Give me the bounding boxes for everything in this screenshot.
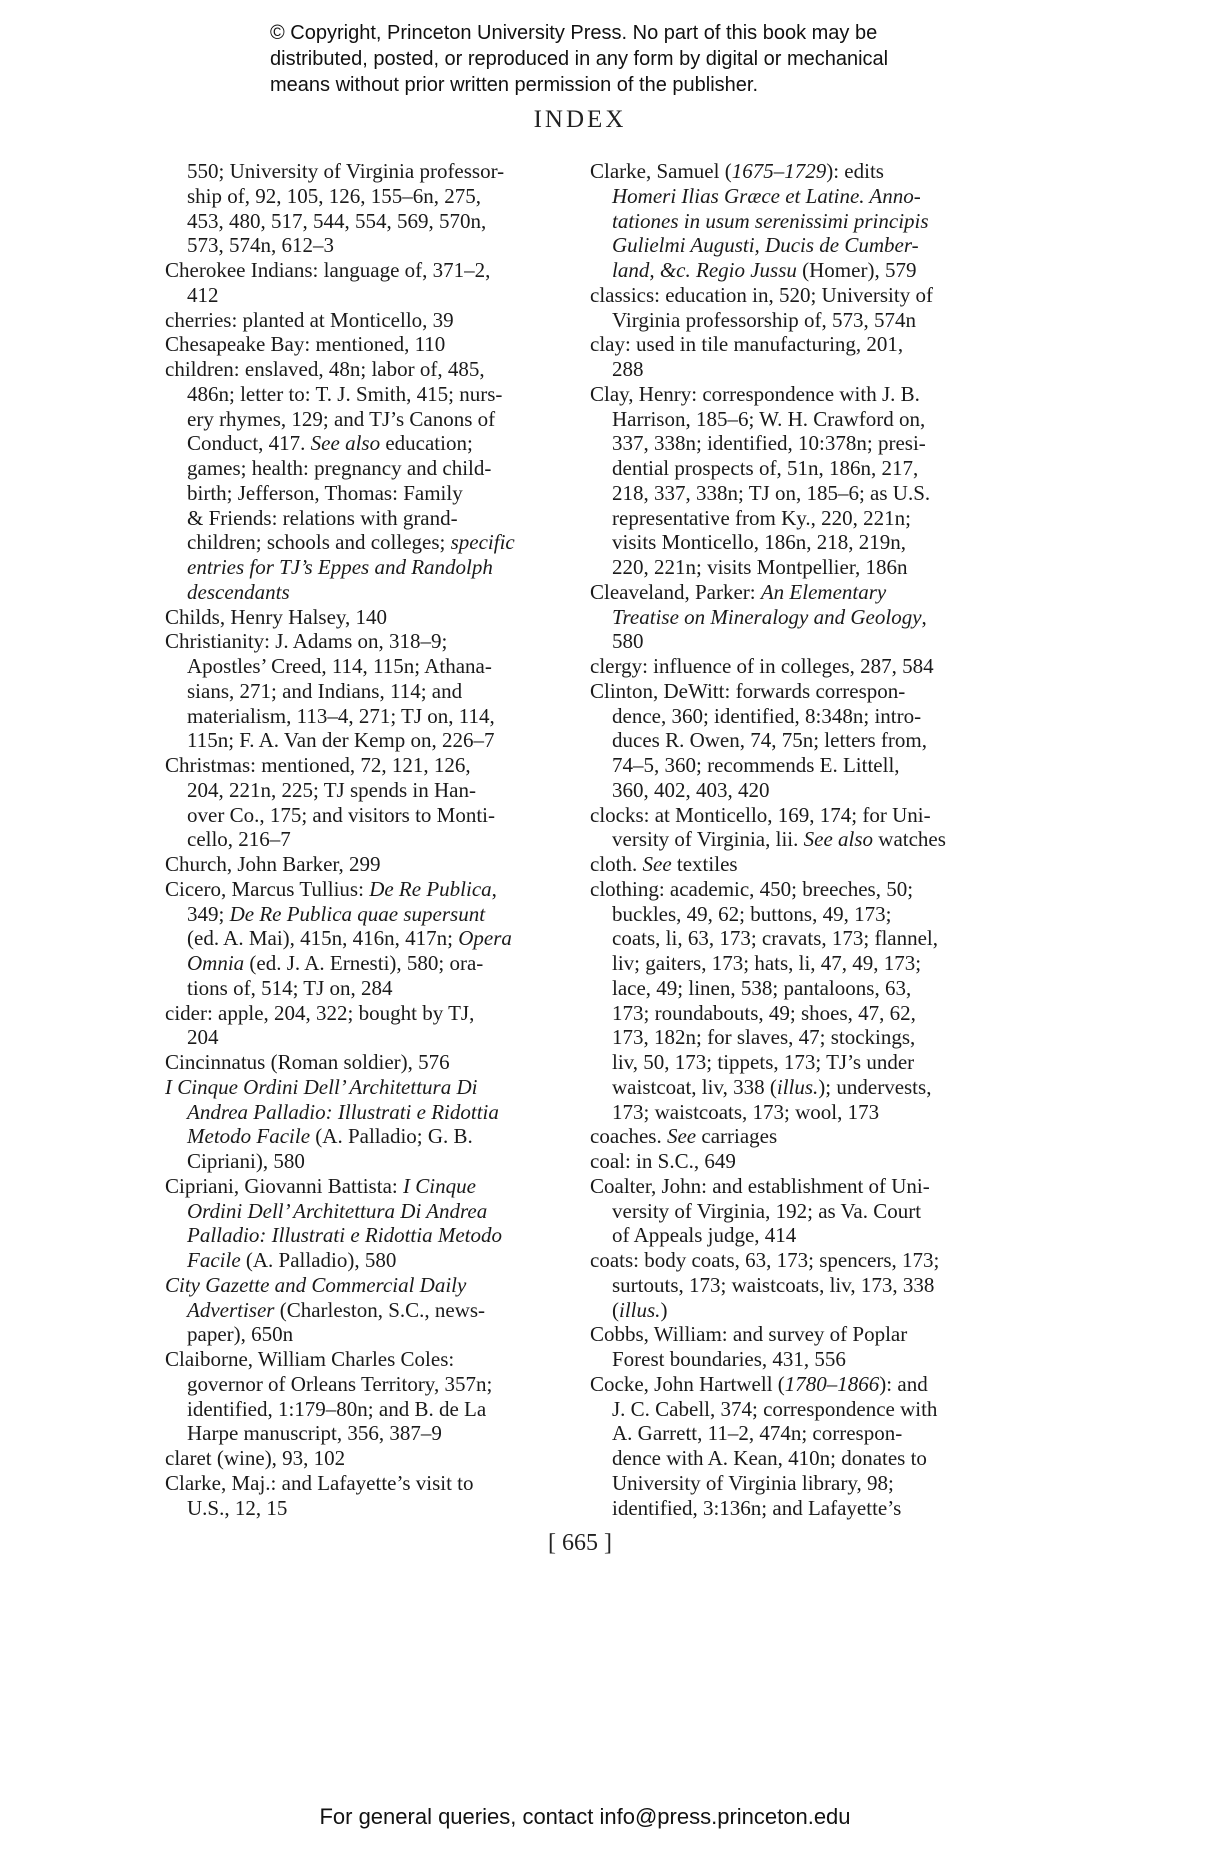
index-line: 74–5, 360; recommends E. Littell, [612, 753, 900, 777]
index-line: University of Virginia library, 98; [612, 1470, 894, 1495]
index-line: cloth. See textiles [590, 852, 738, 876]
index-line: claret (wine), 93, 102 [165, 1446, 346, 1470]
index-line: dence, 360; identified, 8:348n; intro- [612, 703, 922, 728]
index-line: Harpe manuscript, 356, 387–9 [187, 1421, 442, 1446]
index-line: coaches. See carriages [590, 1124, 778, 1149]
index-line: tationes in usum serenissimi principis [612, 208, 929, 233]
index-line: 115n; F. A. Van der Kemp on, 226–7 [187, 728, 495, 753]
index-line: Apostles’ Creed, 114, 115n; Athana- [187, 654, 492, 678]
index-line: I Cinque Ordini Dell’ Architettura Di [165, 1074, 478, 1099]
index-line: paper), 650n [187, 1322, 294, 1347]
index-line: clothing: academic, 450; breeches, 50; [590, 876, 914, 901]
index-line: Facile (A. Palladio), 580 [187, 1248, 397, 1272]
copyright-notice [270, 20, 990, 98]
index-line: land, &c. Regio Jussu (Homer), 579 [612, 258, 917, 282]
index-line: Homeri Ilias Græce et Latine. Anno- [612, 183, 921, 208]
index-line: A. Garrett, 11–2, 474n; correspon- [612, 1421, 903, 1446]
index-line: games; health: pregnancy and child- [187, 456, 492, 480]
index-line: Forest boundaries, 431, 556 [612, 1347, 846, 1371]
index-line: 173; waistcoats, 173; wool, 173 [612, 1099, 880, 1124]
index-line: buckles, 49, 62; buttons, 49, 173; [612, 901, 892, 926]
index-line: surtouts, 173; waistcoats, liv, 173, 338 [612, 1272, 935, 1297]
index-line: materialism, 113–4, 271; TJ on, 114, [187, 703, 495, 728]
index-line: Cocke, John Hartwell (1780–1866): and [590, 1371, 928, 1396]
index-line: Coalter, John: and establishment of Uni- [590, 1173, 930, 1198]
index-line: dence with A. Kean, 410n; donates to [612, 1446, 927, 1470]
copyright-line: © Copyright, Princeton University Press. No part of this book may be [270, 22, 878, 44]
index-line: identified, 3:136n; and Lafayette’s [612, 1495, 902, 1520]
index-line: Christmas: mentioned, 72, 121, 126, [165, 753, 471, 777]
index-line: visits Monticello, 186n, 218, 219n, [612, 530, 906, 555]
index-line: cello, 216–7 [187, 827, 291, 852]
footer-contact: For general queries, contact info@press.princeton.edu [319, 1804, 851, 1829]
index-line: coats, li, 63, 173; cravats, 173; flannel, [612, 926, 939, 951]
index-line: clergy: influence of in colleges, 287, 584 [590, 654, 934, 678]
index-line: duces R. Owen, 74, 75n; letters from, [612, 728, 927, 753]
index-line: Harrison, 185–6; W. H. Crawford on, [612, 406, 926, 431]
index-line: Gulielmi Augusti, Ducis de Cumber- [612, 233, 919, 258]
index-line: children; schools and colleges; specific [187, 530, 515, 555]
index-line: governor of Orleans Territory, 357n; [187, 1371, 493, 1396]
index-line: entries for TJ’s Eppes and Randolph [187, 555, 493, 579]
index-line: J. C. Cabell, 374; correspondence with [612, 1396, 938, 1421]
index-line: clay: used in tile manufacturing, 201, [590, 332, 904, 357]
index-column-left [165, 159, 565, 1520]
index-line: Palladio: Illustrati e Ridottia Metodo [187, 1223, 502, 1248]
index-line: ery rhymes, 129; and TJ’s Canons of [187, 406, 496, 431]
index-line: 349; De Re Publica quae supersunt [187, 901, 486, 926]
index-line: Treatise on Mineralogy and Geology, [612, 604, 927, 629]
index-line: Clarke, Maj.: and Lafayette’s visit to [165, 1470, 474, 1495]
index-line: Clarke, Samuel (1675–1729): edits [590, 159, 884, 183]
index-line: waistcoat, liv, 338 (illus.); undervests, [612, 1074, 932, 1099]
index-line: & Friends: relations with grand- [187, 505, 458, 530]
index-line: Cipriani), 580 [187, 1149, 305, 1173]
index-line: classics: education in, 520; University of [590, 282, 933, 307]
index-line: 288 [612, 357, 644, 381]
index-line: birth; Jefferson, Thomas: Family [187, 480, 463, 505]
index-line: coats: body coats, 63, 173; spencers, 173; [590, 1248, 940, 1272]
index-line: Church, John Barker, 299 [165, 852, 381, 876]
index-line: 204, 221n, 225; TJ spends in Han- [187, 777, 476, 802]
index-line: cider: apple, 204, 322; bought by TJ, [165, 1000, 475, 1025]
index-line: (illus.) [612, 1297, 668, 1322]
index-line: sians, 271; and Indians, 114; and [187, 678, 463, 703]
index-line: versity of Virginia, 192; as Va. Court [612, 1198, 922, 1223]
index-line: Cicero, Marcus Tullius: De Re Publica, [165, 876, 497, 901]
index-line: dential prospects of, 51n, 186n, 217, [612, 456, 919, 480]
index-line: representative from Ky., 220, 221n; [612, 505, 911, 530]
index-column-right [590, 159, 1010, 1520]
index-line: Cincinnatus (Roman soldier), 576 [165, 1050, 450, 1074]
index-line: Clinton, DeWitt: forwards correspon- [590, 678, 906, 703]
copyright-line: means without prior written permission of the publisher. [270, 74, 759, 96]
index-line: Conduct, 417. See also education; [187, 431, 473, 456]
index-line: cherries: planted at Monticello, 39 [165, 307, 454, 332]
index-line: Christianity: J. Adams on, 318–9; [165, 629, 448, 654]
index-line: Cleaveland, Parker: An Elementary [590, 579, 887, 604]
index-line: Advertiser (Charleston, S.C., news- [187, 1297, 486, 1322]
index-line: 580 [612, 629, 644, 654]
index-line: clocks: at Monticello, 169, 174; for Uni- [590, 802, 931, 827]
index-line: 486n; letter to: T. J. Smith, 415; nurs- [187, 381, 503, 406]
index-line: Clay, Henry: correspondence with J. B. [590, 381, 920, 406]
index-line: (ed. A. Mai), 415n, 416n, 417n; Opera [187, 926, 512, 951]
index-line: 573, 574n, 612–3 [187, 233, 334, 258]
index-line: Cobbs, William: and survey of Poplar [590, 1322, 908, 1347]
index-line: coal: in S.C., 649 [590, 1149, 736, 1173]
index-line: Childs, Henry Halsey, 140 [165, 604, 388, 629]
page-number: [ 665 ] [548, 1530, 612, 1556]
index-line: 550; University of Virginia professor- [187, 159, 505, 183]
index-line: Claiborne, William Charles Coles: [165, 1347, 455, 1371]
index-line: U.S., 12, 15 [187, 1495, 288, 1520]
index-line: of Appeals judge, 414 [612, 1223, 797, 1248]
index-line: Omnia (ed. J. A. Ernesti), 580; ora- [187, 951, 484, 975]
index-line: 173; roundabouts, 49; shoes, 47, 62, [612, 1000, 916, 1025]
index-line: 220, 221n; visits Montpellier, 186n [612, 555, 908, 579]
index-line: Chesapeake Bay: mentioned, 110 [165, 332, 446, 357]
index-line: 453, 480, 517, 544, 554, 569, 570n, [187, 208, 487, 233]
index-line: 173, 182n; for slaves, 47; stockings, [612, 1025, 916, 1050]
index-line: 360, 402, 403, 420 [612, 777, 770, 802]
index-line: lace, 49; linen, 538; pantaloons, 63, [612, 975, 912, 1000]
index-line: Metodo Facile (A. Palladio; G. B. [187, 1124, 473, 1149]
index-line: liv, 50, 173; tippets, 173; TJ’s under [612, 1050, 915, 1074]
index-line: versity of Virginia, lii. See also watches [612, 827, 946, 852]
index-line: Virginia professorship of, 573, 574n [612, 307, 916, 332]
index-line: Ordini Dell’ Architettura Di Andrea [187, 1198, 488, 1223]
index-line: identified, 1:179–80n; and B. de La [187, 1396, 487, 1421]
running-head: INDEX [533, 106, 627, 133]
index-line: over Co., 175; and visitors to Monti- [187, 802, 495, 827]
index-line: Andrea Palladio: Illustrati e Ridottia [187, 1099, 499, 1124]
copyright-line: distributed, posted, or reproduced in any form by digital or mechanical [270, 48, 889, 70]
index-line: City Gazette and Commercial Daily [165, 1272, 467, 1297]
index-line: Cherokee Indians: language of, 371–2, [165, 258, 491, 282]
index-line: 204 [187, 1025, 219, 1050]
index-line: Cipriani, Giovanni Battista: I Cinque [165, 1173, 476, 1198]
index-line: 218, 337, 338n; TJ on, 185–6; as U.S. [612, 480, 931, 505]
index-line: children: enslaved, 48n; labor of, 485, [165, 357, 485, 381]
index-line: tions of, 514; TJ on, 284 [187, 975, 393, 1000]
index-line: liv; gaiters, 173; hats, li, 47, 49, 173; [612, 951, 922, 975]
index-line: ship of, 92, 105, 126, 155–6n, 275, [187, 183, 481, 208]
index-line: 337, 338n; identified, 10:378n; presi- [612, 431, 926, 456]
index-line: 412 [187, 282, 219, 307]
index-line: descendants [187, 579, 290, 604]
